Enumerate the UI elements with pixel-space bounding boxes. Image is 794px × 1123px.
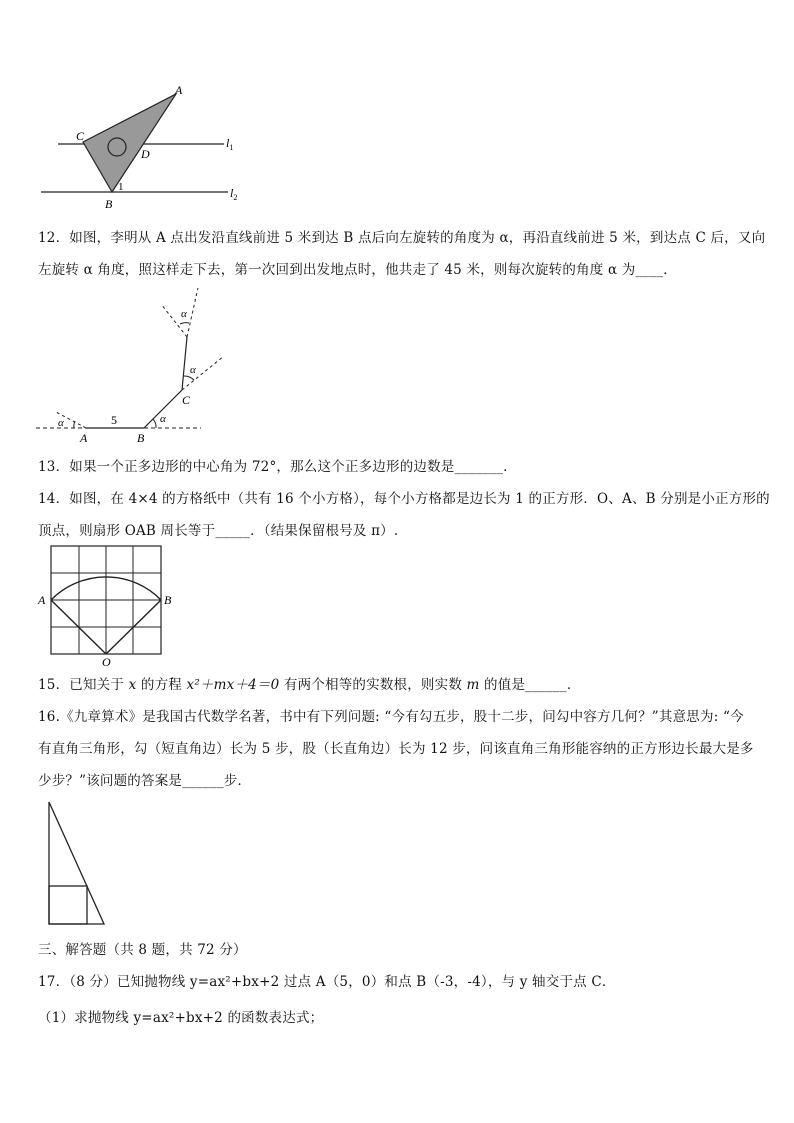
label-alpha-d: α: [181, 308, 187, 320]
label-alpha-b: α: [160, 413, 166, 425]
label-alpha-a: α: [58, 417, 64, 429]
label-A: A: [38, 593, 46, 607]
inscribed-square: [49, 886, 87, 924]
q14-line2: 顶点，则扇形 OAB 周长等于_____．（结果保留根号及 π）.: [38, 523, 399, 539]
label-C: C: [182, 393, 191, 407]
label-B: B: [137, 431, 145, 445]
label-1: 1: [118, 181, 124, 193]
q17-line1: 17．（8 分）已知抛物线 y=ax²+bx+2 过点 A（5，0）和点 B（-3，-4），与 y 轴交于点 C．: [38, 974, 616, 990]
q16-line3: 少步？”该问题的答案是______步．: [38, 773, 252, 789]
q12-line2: 左旋转 α 角度，照这样走下去，第一次回到出发地点时，他共走了 45 米，则每次旋转的角度 α 为____．: [38, 262, 677, 278]
label-A: A: [175, 83, 183, 97]
q16-line1: 16.《九章算术》是我国古代数学名著，书中有下列问题: “今有勾五步，股十二步，问勾中容方几何？”其意思为: “今: [38, 709, 744, 725]
q12-line1: 12．如图，李明从 A 点出发沿直线前进 5 米到达 B 点后向左旋转的角度为 α，再沿直线前进 5 米，到达点 C 后，又向: [38, 230, 766, 246]
label-D: D: [141, 147, 150, 161]
q15-line1: 15．已知关于 x 的方程 x²＋mx＋4＝0 有两个相等的实数根，则实数 m 的值是______．: [38, 677, 581, 693]
label-five: 5: [111, 413, 117, 427]
q11-figure: [36, 80, 246, 215]
right-triangle: [49, 802, 104, 924]
q16-figure: [40, 798, 120, 928]
q14-line1: 14．如图，在 4×4 的方格纸中（共有 16 个小方格），每个小方格都是边长为 1 的正方形．O、A、B 分别是小正方形的: [38, 491, 770, 507]
q16-line2: 有直角三角形，勾（短直角边）长为 5 步，股（长直角边）长为 12 步，问该直角三角形能容纳的正方形边长最大是多: [38, 741, 754, 757]
label-A: A: [80, 431, 88, 445]
q12-figure: [36, 284, 236, 446]
label-B: B: [164, 593, 172, 607]
section3-title: 三、解答题（共 8 题，共 72 分）: [38, 942, 247, 958]
label-l2: $l_2$: [230, 186, 238, 202]
triangle-abc: [83, 94, 176, 192]
label-B: B: [105, 197, 113, 211]
label-C: C: [76, 129, 85, 143]
label-alpha-c: α: [190, 364, 196, 376]
label-O: O: [102, 655, 111, 669]
q13-line1: 13．如果一个正多边形的中心角为 72°，那么这个正多边形的边数是_______．: [38, 459, 517, 475]
q14-figure: [36, 540, 186, 670]
q17-sub1: （1）求抛物线 y=ax²+bx+2 的函数表达式；: [38, 1010, 324, 1026]
label-l1: $l_1$: [226, 136, 234, 152]
